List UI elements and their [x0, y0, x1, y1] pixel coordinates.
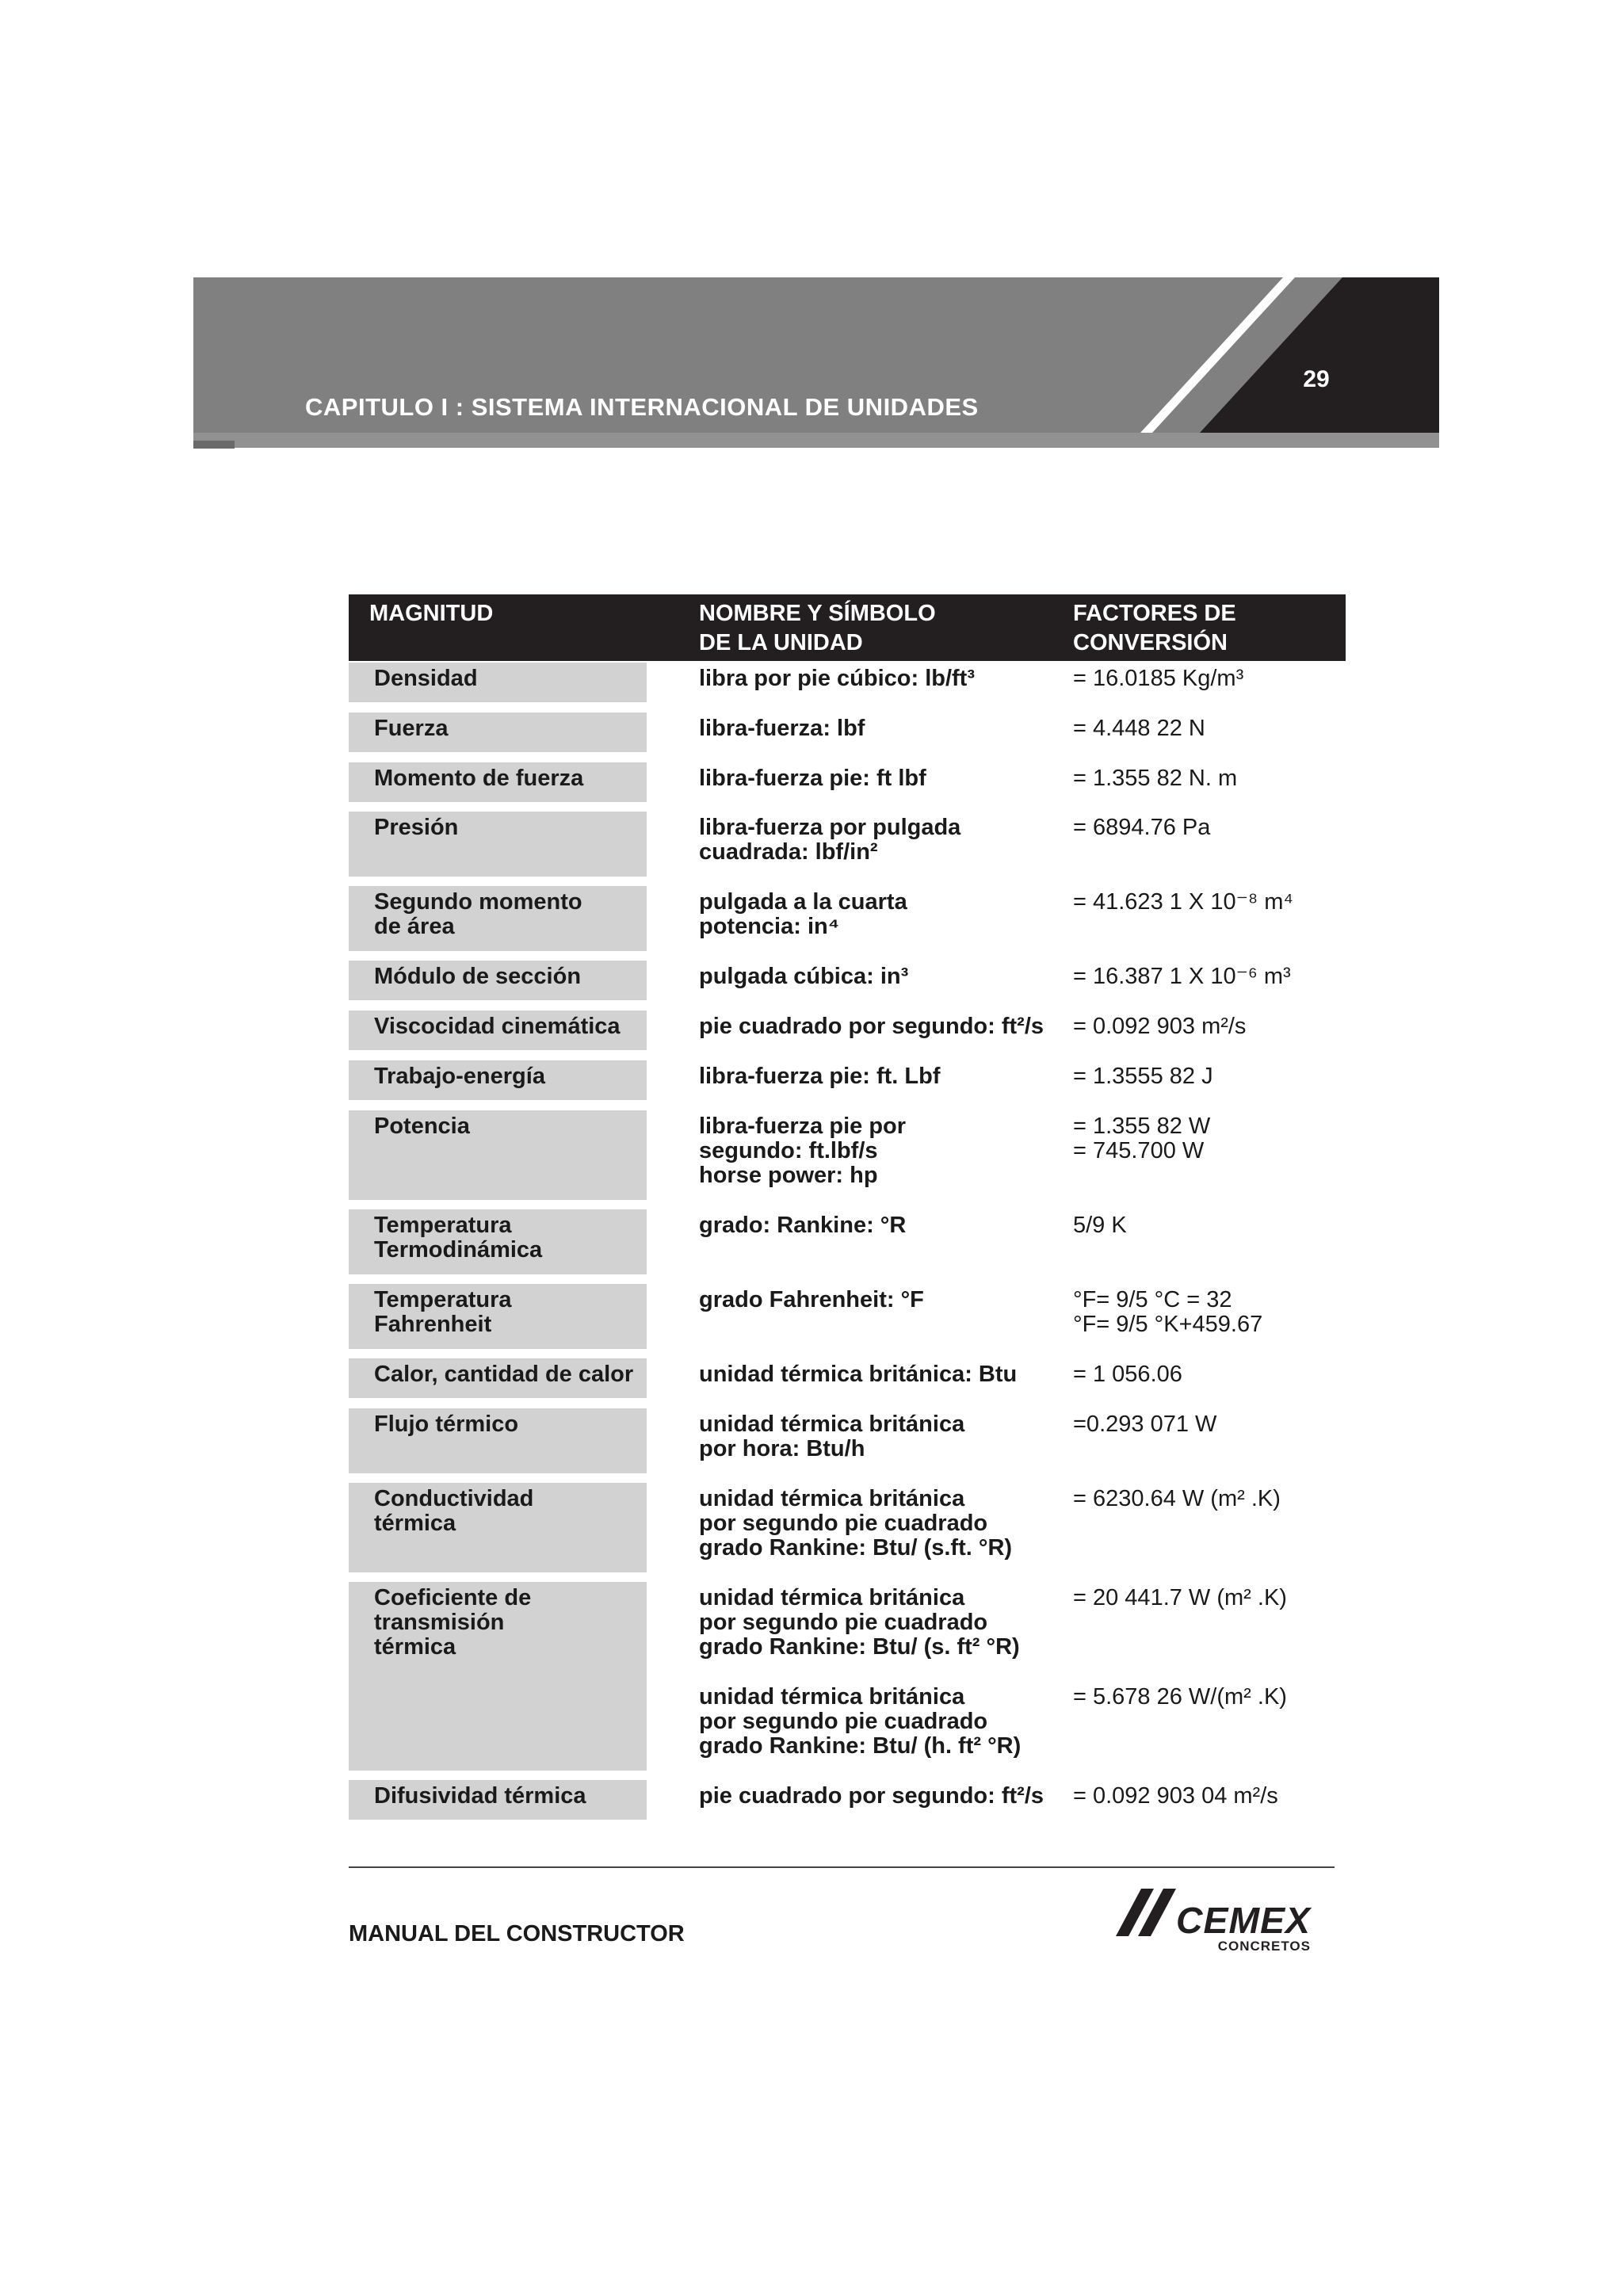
- cell-nombre: unidad térmica británica: Btu: [699, 1362, 1018, 1387]
- cell-nombre: pulgada cúbica: in³: [699, 964, 909, 989]
- cell-nombre: unidad térmica británica por segundo pie cuadrado grado Rankine: Btu/ (s. ft² °R): [699, 1585, 1020, 1660]
- cell-magnitud: Temperatura Fahrenheit: [349, 1284, 647, 1349]
- column-header-factores: FACTORES DE CONVERSIÓN: [1073, 601, 1236, 655]
- cell-factor: = 1 056.06: [1073, 1362, 1182, 1387]
- table-row: [349, 1010, 1346, 1050]
- cell-nombre: grado: Rankine: °R: [699, 1213, 907, 1238]
- cell-magnitud: Coeficiente de transmisión térmica: [349, 1582, 647, 1771]
- cell-factor: = 6894.76 Pa: [1073, 815, 1211, 840]
- chapter-title: CAPITULO I : SISTEMA INTERNACIONAL DE UNIDADES: [305, 393, 979, 421]
- cell-factor: = 16.387 1 X 10⁻⁶ m³: [1073, 964, 1291, 989]
- cell-factor: = 0.092 903 04 m²/s: [1073, 1783, 1278, 1809]
- cell-magnitud: Potencia: [349, 1110, 647, 1200]
- header-band-shade: [193, 433, 1439, 448]
- cell-factor: = 4.448 22 N: [1073, 716, 1205, 741]
- table-row: [349, 1483, 1346, 1572]
- logo-subtext: CONCRETOS: [1217, 1939, 1311, 1954]
- cell-factor: = 16.0185 Kg/m³: [1073, 666, 1244, 691]
- table-row: [349, 663, 1346, 702]
- table-row: [349, 1209, 1346, 1274]
- column-header-nombre: NOMBRE Y SÍMBOLO DE LA UNIDAD: [699, 601, 936, 655]
- table-row: [349, 1110, 1346, 1200]
- cell-factor: =0.293 071 W: [1073, 1412, 1217, 1437]
- cell-nombre: pulgada a la cuarta potencia: in⁴: [699, 889, 907, 939]
- table-row: [349, 1358, 1346, 1398]
- cell-magnitud: Momento de fuerza: [349, 762, 647, 802]
- page-number: 29: [1303, 366, 1330, 392]
- header-band-tab: [193, 441, 235, 449]
- cell-factor: = 1.355 82 N. m: [1073, 766, 1238, 791]
- table-row: [349, 1284, 1346, 1349]
- cell-factor: = 20 441.7 W (m² .K): [1073, 1585, 1287, 1610]
- cell-magnitud: Temperatura Termodinámica: [349, 1209, 647, 1274]
- cell-nombre: libra-fuerza pie: ft. Lbf: [699, 1064, 941, 1089]
- cell-factor: = 6230.64 W (m² .K): [1073, 1486, 1281, 1511]
- column-header-magnitud: MAGNITUD: [369, 601, 494, 626]
- footer-divider: [349, 1866, 1335, 1868]
- cell-magnitud: Conductividad térmica: [349, 1483, 647, 1572]
- cell-magnitud: Módulo de sección: [349, 961, 647, 1000]
- table-row: [349, 812, 1346, 877]
- cell-magnitud: Presión: [349, 812, 647, 877]
- cell-factor: 5/9 K: [1073, 1213, 1127, 1238]
- cell-factor: = 1.355 82 W = 745.700 W: [1073, 1114, 1211, 1163]
- footer-title: MANUAL DEL CONSTRUCTOR: [349, 1921, 685, 1946]
- cell-nombre: unidad térmica británica por segundo pie cuadrado grado Rankine: Btu/ (s.ft. °R): [699, 1486, 1013, 1561]
- table-row: [349, 1060, 1346, 1100]
- cell-magnitud: Trabajo-energía: [349, 1060, 647, 1100]
- cell-factor: °F= 9/5 °C = 32 °F= 9/5 °K+459.67: [1073, 1287, 1263, 1337]
- cell-nombre: libra-fuerza por pulgada cuadrada: lbf/in²: [699, 815, 961, 865]
- cell-magnitud: Fuerza: [349, 712, 647, 752]
- cell-magnitud: Difusividad térmica: [349, 1780, 647, 1820]
- cell-nombre: libra-fuerza: lbf: [699, 716, 865, 741]
- cell-magnitud: Densidad: [349, 663, 647, 702]
- logo-wordmark: CEMEX: [1176, 1900, 1312, 1941]
- table-row: [349, 1408, 1346, 1473]
- header-stripes-graphic: [193, 277, 1439, 448]
- table-header: [349, 594, 1346, 661]
- table-row: [349, 1780, 1346, 1820]
- cell-nombre: libra-fuerza pie por segundo: ft.lbf/s horse power: hp: [699, 1114, 907, 1188]
- cell-factor: = 0.092 903 m²/s: [1073, 1014, 1247, 1039]
- conversion-table: [349, 594, 1346, 1809]
- table-row: [349, 712, 1346, 752]
- table-row: [349, 1582, 1346, 1771]
- cell-factor-alt: = 5.678 26 W/(m² .K): [1073, 1684, 1287, 1710]
- cell-nombre: pie cuadrado por segundo: ft²/s: [699, 1014, 1044, 1039]
- table-row: [349, 961, 1346, 1000]
- cell-magnitud: Calor, cantidad de calor: [349, 1358, 647, 1398]
- cell-nombre: grado Fahrenheit: °F: [699, 1287, 924, 1312]
- cell-magnitud: Flujo térmico: [349, 1408, 647, 1473]
- cell-nombre: pie cuadrado por segundo: ft²/s: [699, 1783, 1044, 1809]
- cell-nombre-alt: unidad térmica británica por segundo pie cuadrado grado Rankine: Btu/ (h. ft² °R): [699, 1684, 1022, 1759]
- cell-factor: = 41.623 1 X 10⁻⁸ m⁴: [1073, 889, 1293, 915]
- cell-nombre: libra por pie cúbico: lb/ft³: [699, 666, 975, 691]
- chapter-header-band: [193, 277, 1439, 448]
- table-row: [349, 886, 1346, 951]
- cell-nombre: unidad térmica británica por hora: Btu/h: [699, 1412, 965, 1461]
- cell-magnitud: Segundo momento de área: [349, 886, 647, 951]
- cell-factor: = 1.3555 82 J: [1073, 1064, 1213, 1089]
- cell-nombre: libra-fuerza pie: ft lbf: [699, 766, 926, 791]
- cell-magnitud: Viscocidad cinemática: [349, 1010, 647, 1050]
- table-row: [349, 762, 1346, 802]
